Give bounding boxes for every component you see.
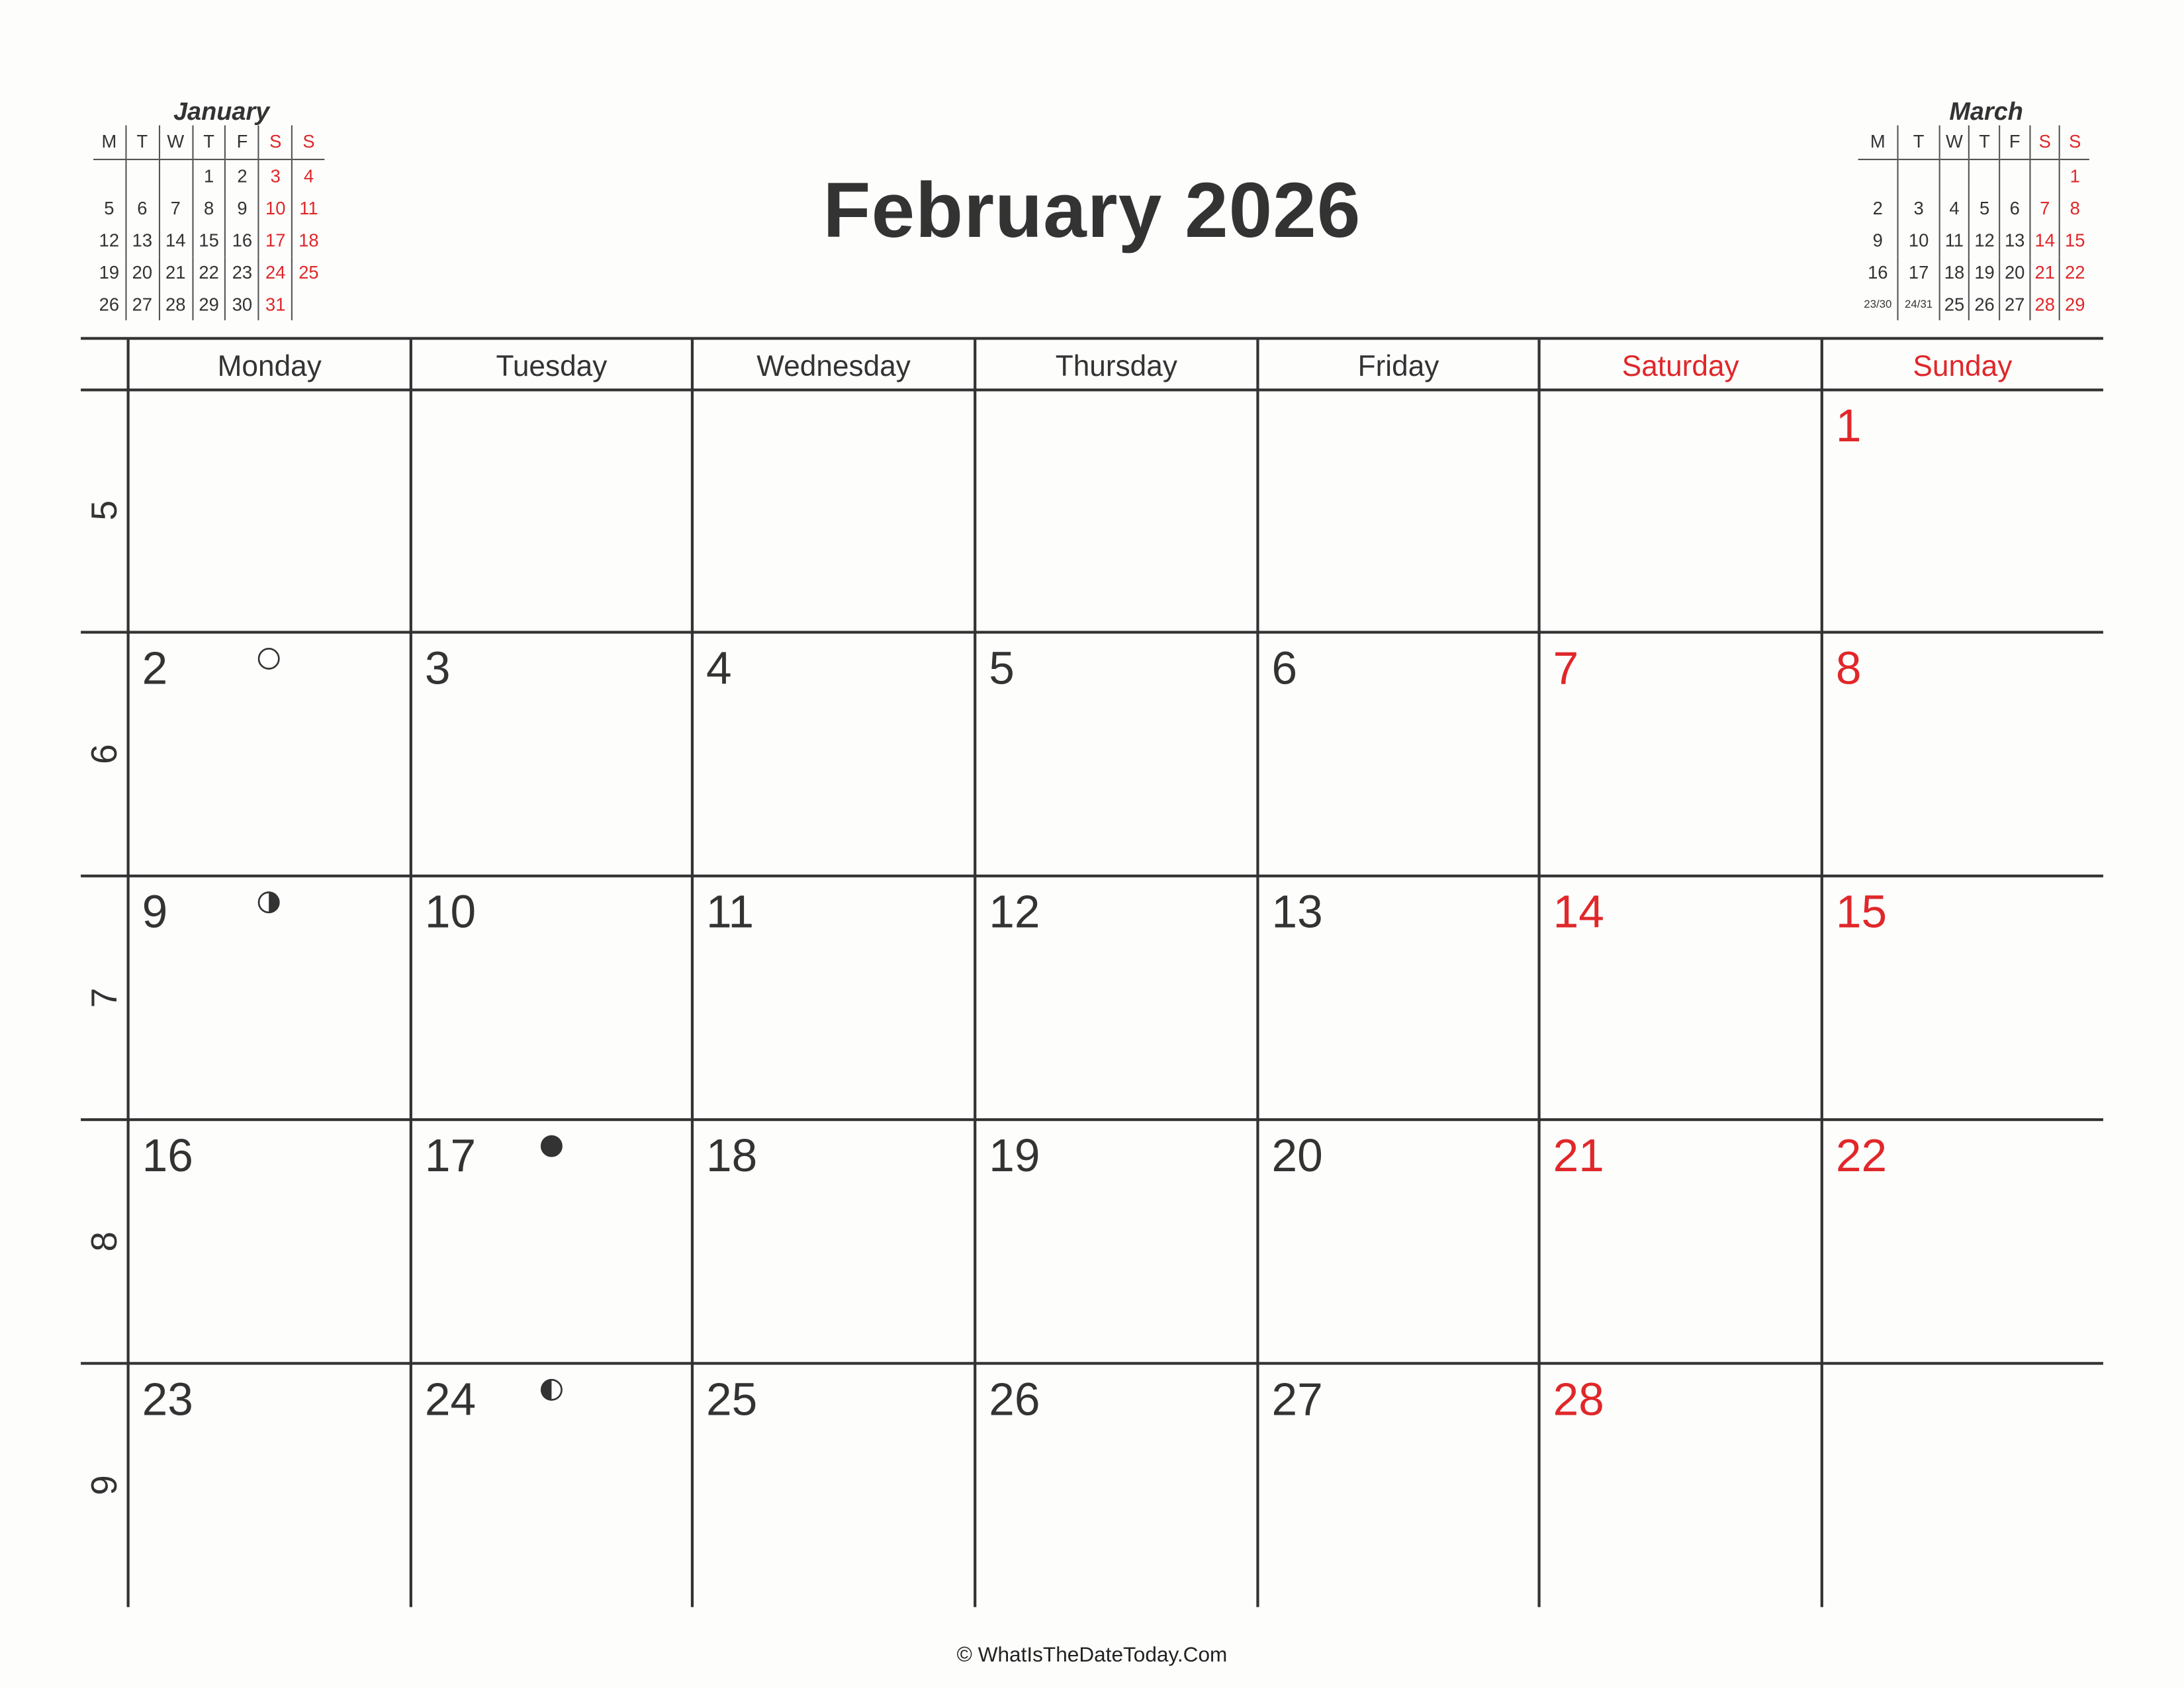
weekday-header-saturday: Saturday	[1621, 351, 1739, 383]
mini-day: 19	[99, 261, 120, 283]
weekday-header-wednesday: Wednesday	[756, 351, 911, 383]
day-cell[interactable]	[1257, 632, 1539, 875]
day-number: 18	[706, 1129, 758, 1181]
mini-day	[1970, 159, 2000, 192]
mini-day: 2	[226, 159, 259, 192]
week-number	[81, 1463, 128, 1506]
page-title: February 2026	[823, 165, 1361, 254]
day-cell[interactable]	[692, 876, 975, 1120]
mini-day: 1	[192, 159, 225, 192]
mini-day: 8	[192, 192, 225, 224]
mini-day: 26	[99, 294, 120, 315]
day-number: 27	[1271, 1373, 1323, 1425]
mini-day: 6	[1999, 192, 2030, 224]
mini-day: 19	[1970, 256, 2000, 288]
day-cell[interactable]	[1822, 390, 2103, 632]
mini-day: 9	[1872, 230, 1883, 251]
mini-calendar-title: March	[1949, 97, 2023, 126]
mini-day: 20	[126, 256, 159, 288]
weekday-header-tuesday: Tuesday	[496, 351, 608, 383]
mini-weekday-header: S	[2060, 125, 2089, 159]
mini-weekday-header: W	[1939, 125, 1970, 159]
day-number: 17	[424, 1129, 477, 1181]
day-number: 21	[1553, 1129, 1604, 1181]
mini-day: 16	[1868, 261, 1888, 283]
day-cell[interactable]	[1822, 1120, 2103, 1363]
day-cell[interactable]	[411, 632, 692, 875]
mini-day	[159, 159, 192, 192]
day-number: 16	[142, 1129, 193, 1181]
mini-day: 11	[1939, 224, 1970, 256]
mini-day: 17	[259, 224, 292, 256]
week-number-label: 7	[83, 987, 125, 1008]
mini-calendar-january	[93, 97, 324, 320]
mini-day: 18	[292, 224, 324, 256]
day-cell[interactable]	[1539, 390, 1822, 632]
day-cell[interactable]	[128, 1363, 411, 1607]
day-number: 22	[1835, 1129, 1888, 1181]
day-cell[interactable]	[1822, 1363, 2103, 1607]
day-cell[interactable]	[692, 390, 975, 632]
day-number: 9	[142, 885, 168, 938]
day-cell[interactable]	[128, 390, 411, 632]
week-number-label: 6	[83, 743, 125, 764]
mini-day	[93, 159, 126, 192]
weekday-header-thursday: Thursday	[1055, 351, 1177, 383]
day-cell[interactable]	[975, 876, 1257, 1120]
mini-calendar-table	[93, 125, 324, 320]
mini-day: 14	[159, 224, 192, 256]
day-cell[interactable]	[1539, 632, 1822, 875]
day-cell[interactable]	[975, 390, 1257, 632]
new-moon-icon	[539, 1133, 561, 1156]
mini-day: 24	[259, 256, 292, 288]
mini-day: 28	[159, 289, 192, 320]
week-number	[81, 732, 128, 775]
day-number: 14	[1553, 885, 1604, 938]
weekday-header-sunday: Sunday	[1913, 351, 2013, 383]
mini-day: 1	[2060, 159, 2089, 192]
day-number: 11	[706, 885, 754, 938]
week-number-label: 9	[83, 1474, 125, 1495]
mini-day: 5	[1970, 192, 2000, 224]
mini-day: 16	[226, 224, 259, 256]
mini-weekday-header: T	[1898, 125, 1939, 159]
mini-weekday-header: M	[1858, 125, 1899, 159]
mini-day: 3	[1898, 192, 1939, 224]
mini-weekday-header: S	[259, 125, 292, 159]
mini-weekday-header: S	[2030, 125, 2060, 159]
mini-calendar-table	[1858, 125, 2089, 320]
mini-weekday-header: W	[159, 125, 192, 159]
mini-day	[2030, 159, 2060, 192]
day-number: 1	[1835, 400, 1862, 451]
week-number-label: 5	[83, 500, 125, 521]
mini-weekday-header: F	[226, 125, 259, 159]
day-number: 19	[989, 1129, 1040, 1181]
day-number: 5	[989, 642, 1015, 694]
mini-day: 11	[292, 192, 324, 224]
mini-day: 3	[259, 159, 292, 192]
mini-day: 29	[192, 289, 225, 320]
mini-day: 29	[2060, 289, 2089, 320]
week-number	[81, 489, 128, 532]
mini-day	[1939, 159, 1970, 192]
day-number: 4	[706, 642, 732, 694]
day-number: 10	[424, 885, 477, 938]
mini-day: 21	[2030, 256, 2060, 288]
mini-day: 24/31	[1898, 289, 1939, 320]
mini-day: 15	[2060, 224, 2089, 256]
day-cell[interactable]	[128, 1120, 411, 1363]
footer-credit: © WhatIsTheDateToday.Com	[956, 1643, 1228, 1667]
mini-day	[1999, 159, 2030, 192]
day-cell[interactable]	[975, 1120, 1257, 1363]
mini-day	[1898, 159, 1939, 192]
mini-day: 14	[2030, 224, 2060, 256]
day-cell[interactable]	[1257, 1120, 1539, 1363]
week-number	[81, 1220, 128, 1263]
day-number: 24	[424, 1373, 477, 1425]
day-cell[interactable]	[692, 632, 975, 875]
mini-day	[126, 159, 159, 192]
mini-day: 15	[192, 224, 225, 256]
day-cell[interactable]	[128, 632, 411, 875]
mini-day: 2	[1872, 197, 1883, 219]
day-cell[interactable]	[975, 632, 1257, 875]
mini-day: 22	[2060, 256, 2089, 288]
mini-day: 7	[159, 192, 192, 224]
mini-day: 8	[2060, 192, 2089, 224]
mini-weekday-header: T	[1970, 125, 2000, 159]
day-cell[interactable]	[411, 1120, 692, 1363]
mini-day: 13	[126, 224, 159, 256]
day-cell[interactable]	[975, 1363, 1257, 1607]
mini-weekday-header: T	[192, 125, 225, 159]
mini-day: 9	[226, 192, 259, 224]
last-quarter-moon-icon	[256, 890, 279, 912]
day-cell[interactable]	[1539, 876, 1822, 1120]
mini-calendar-march	[1858, 97, 2089, 320]
day-number: 8	[1835, 642, 1862, 694]
mini-day: 23	[226, 256, 259, 288]
mini-day: 22	[192, 256, 225, 288]
day-number: 7	[1553, 642, 1579, 694]
day-number: 26	[989, 1373, 1040, 1425]
day-number: 12	[989, 885, 1040, 938]
mini-day: 28	[2030, 289, 2060, 320]
day-cell[interactable]	[411, 390, 692, 632]
mini-day	[292, 289, 324, 320]
mini-weekday-header: T	[126, 125, 159, 159]
mini-day: 25	[1939, 289, 1970, 320]
day-number: 23	[142, 1373, 193, 1425]
day-number: 2	[142, 642, 168, 694]
mini-day: 25	[292, 256, 324, 288]
day-cell[interactable]	[411, 876, 692, 1120]
day-cell[interactable]	[1257, 1363, 1539, 1607]
day-number: 25	[706, 1373, 758, 1425]
day-cell[interactable]	[1257, 390, 1539, 632]
mini-day: 12	[99, 230, 120, 251]
day-number: 13	[1271, 885, 1323, 938]
mini-day: 18	[1939, 256, 1970, 288]
mini-day: 20	[1999, 256, 2030, 288]
mini-day: 5	[104, 197, 114, 219]
day-cell[interactable]	[1539, 1363, 1822, 1607]
day-cell[interactable]	[128, 876, 411, 1120]
mini-calendar-title: January	[173, 97, 270, 126]
mini-day: 31	[259, 289, 292, 320]
mini-weekday-header: M	[93, 125, 126, 159]
mini-day: 6	[126, 192, 159, 224]
mini-day: 12	[1970, 224, 2000, 256]
mini-day: 23/30	[1864, 298, 1892, 311]
mini-weekday-header: S	[292, 125, 324, 159]
day-cell[interactable]	[1822, 632, 2103, 875]
mini-weekday-header: F	[1999, 125, 2030, 159]
mini-day: 10	[1898, 224, 1939, 256]
day-cell[interactable]	[1539, 1120, 1822, 1363]
first-quarter-moon-icon	[539, 1377, 561, 1399]
day-cell[interactable]	[411, 1363, 692, 1607]
day-number: 3	[424, 642, 451, 694]
mini-day: 26	[1970, 289, 2000, 320]
day-number: 15	[1835, 885, 1888, 938]
weekday-header-friday: Friday	[1357, 351, 1439, 383]
weekday-header-monday: Monday	[217, 351, 322, 383]
mini-day: 13	[1999, 224, 2030, 256]
month-grid	[81, 337, 2103, 1607]
week-number	[81, 975, 128, 1018]
mini-day: 21	[159, 256, 192, 288]
mini-day: 27	[126, 289, 159, 320]
mini-day: 27	[1999, 289, 2030, 320]
day-cell[interactable]	[1822, 876, 2103, 1120]
day-cell[interactable]	[692, 1363, 975, 1607]
full-moon-icon	[256, 646, 279, 669]
mini-day: 7	[2030, 192, 2060, 224]
day-number: 28	[1553, 1373, 1604, 1425]
day-number: 6	[1271, 642, 1298, 694]
day-cell[interactable]	[692, 1120, 975, 1363]
mini-day: 17	[1898, 256, 1939, 288]
mini-day: 4	[1939, 192, 1970, 224]
week-number-label: 8	[83, 1230, 125, 1251]
day-number: 20	[1271, 1129, 1323, 1181]
mini-day: 30	[226, 289, 259, 320]
mini-day: 4	[292, 159, 324, 192]
mini-day: 10	[259, 192, 292, 224]
mini-day	[1858, 159, 1899, 192]
day-cell[interactable]	[1257, 876, 1539, 1120]
